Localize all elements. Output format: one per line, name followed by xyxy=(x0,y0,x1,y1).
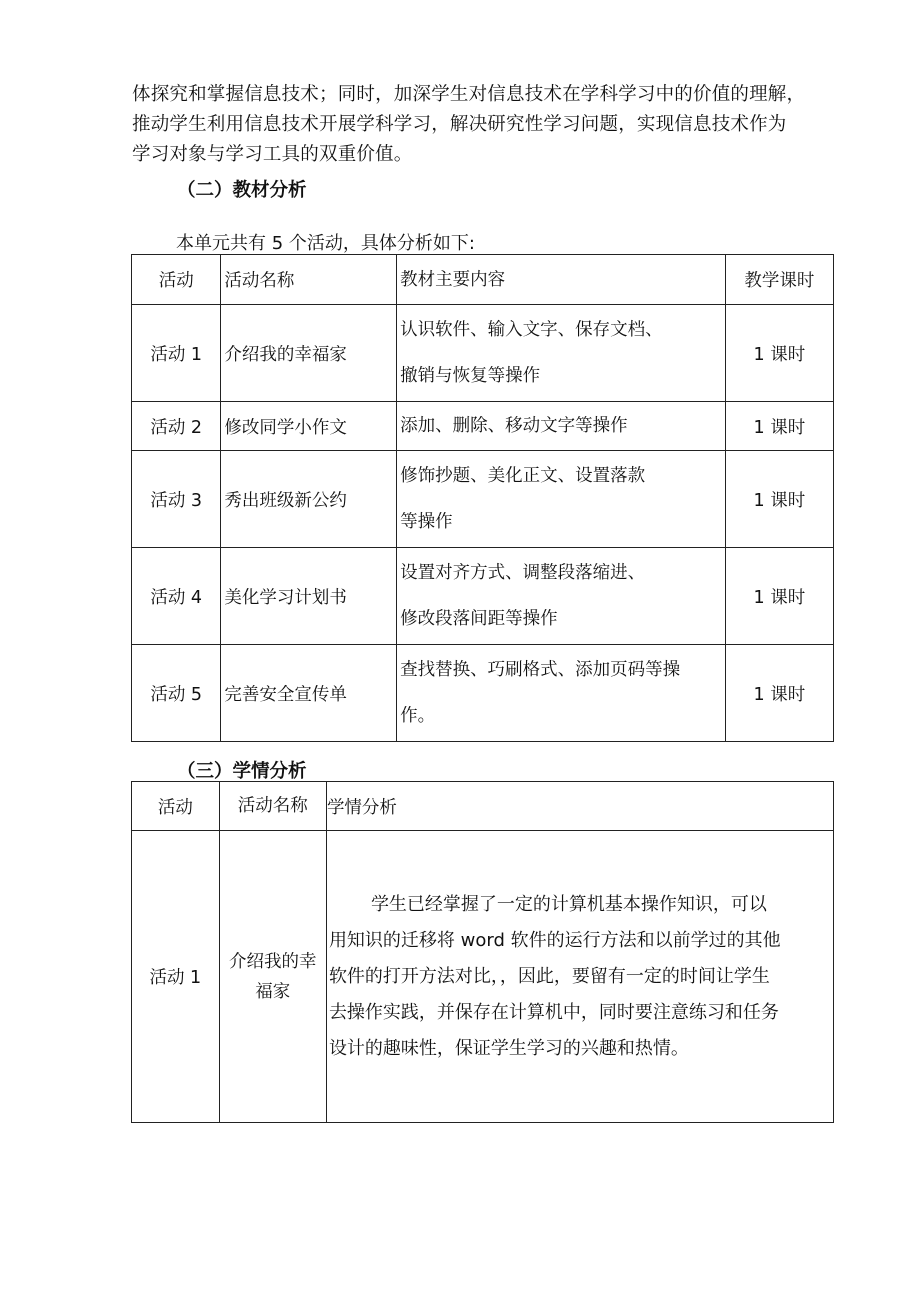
activity-cell: 活动 1 xyxy=(132,831,220,1123)
hours-cell: 1 课时 xyxy=(725,402,833,451)
content-cell xyxy=(397,451,726,548)
content-line: 作。 xyxy=(400,706,436,726)
content-line: 添加、删除、移动文字等操作 xyxy=(400,416,628,436)
table-header-cell: 学情分析 xyxy=(326,782,833,831)
activity-name-cell: 秀出班级新公约 xyxy=(221,451,397,548)
activity-name-cell: 完善安全宣传单 xyxy=(221,645,397,742)
hours-cell: 1 课时 xyxy=(725,305,833,402)
content-line: 撤销与恢复等操作 xyxy=(400,366,541,386)
table-row xyxy=(132,831,834,1123)
table-row xyxy=(132,645,834,742)
analysis-line: 去操作实践，并保存在计算机中，同时要注意练习和任务 xyxy=(328,1001,779,1023)
activity-cell: 活动 2 xyxy=(132,402,221,451)
content-cell xyxy=(397,548,726,645)
section-intro-text: 本单元共有 5 个活动，具体分析如下: xyxy=(176,233,475,254)
hours-cell: 1 课时 xyxy=(725,451,833,548)
content-line: 设置对齐方式、调整段落缩进、 xyxy=(400,563,646,583)
paragraph-line: 学习对象与学习工具的双重价值。 xyxy=(132,144,413,165)
activity-name-cell: 修改同学小作文 xyxy=(221,402,397,451)
learning-analysis-table xyxy=(131,781,834,1123)
table-row xyxy=(132,402,834,451)
content-line: 修改段落间距等操作 xyxy=(400,609,558,629)
section-heading-learning-analysis: （三）学情分析 xyxy=(177,761,307,782)
table-header-cell: 活动名称 xyxy=(219,782,326,831)
intro-paragraph xyxy=(132,80,852,170)
activity-name-line: 介绍我的幸 xyxy=(229,951,317,972)
content-line: 等操作 xyxy=(400,512,453,532)
table-header-cell: 活动 xyxy=(132,782,220,831)
table-header-cell: 教材主要内容 xyxy=(397,255,726,305)
activity-cell: 活动 3 xyxy=(132,451,221,548)
table-row xyxy=(132,451,834,548)
analysis-line: 设计的趣味性，保证学生学习的兴趣和热情。 xyxy=(328,1037,689,1059)
activity-cell: 活动 4 xyxy=(132,548,221,645)
content-cell xyxy=(397,305,726,402)
table-header-cell: 活动 xyxy=(132,255,221,305)
analysis-line: 用知识的迁移将 word 软件的运行方法和以前学过的其他 xyxy=(328,929,781,951)
section-heading-textbook-analysis: （二）教材分析 xyxy=(177,180,307,201)
activity-name-line: 福家 xyxy=(255,981,291,1002)
table-header-cell: 教学课时 xyxy=(725,255,833,305)
analysis-line: 软件的打开方法对比，，因此，要留有一定的时间让学生 xyxy=(328,965,770,987)
table-header-cell: 活动名称 xyxy=(221,255,397,305)
hours-cell: 1 课时 xyxy=(725,645,833,742)
paragraph-line: 体探究和掌握信息技术；同时，加深学生对信息技术在学科学习中的价值的理解， xyxy=(132,84,806,105)
textbook-analysis-table xyxy=(131,254,834,742)
content-line: 查找替换、巧刷格式、添加页码等操 xyxy=(400,660,681,680)
content-line: 修饰抄题、美化正文、设置落款 xyxy=(400,466,646,486)
hours-cell: 1 课时 xyxy=(725,548,833,645)
content-line: 认识软件、输入文字、保存文档、 xyxy=(400,320,663,340)
activity-cell: 活动 5 xyxy=(132,645,221,742)
activity-name-cell xyxy=(219,831,326,1123)
table-row xyxy=(132,305,834,402)
analysis-cell xyxy=(326,831,833,1123)
paragraph-line: 推动学生利用信息技术开展学科学习，解决研究性学习问题，实现信息技术作为 xyxy=(132,114,787,135)
activity-name-cell: 介绍我的幸福家 xyxy=(221,305,397,402)
content-cell xyxy=(397,645,726,742)
content-cell xyxy=(397,402,726,451)
analysis-line: 学生已经掌握了一定的计算机基本操作知识，可以 xyxy=(370,893,767,915)
activity-cell: 活动 1 xyxy=(132,305,221,402)
activity-name-cell: 美化学习计划书 xyxy=(221,548,397,645)
table-row xyxy=(132,548,834,645)
